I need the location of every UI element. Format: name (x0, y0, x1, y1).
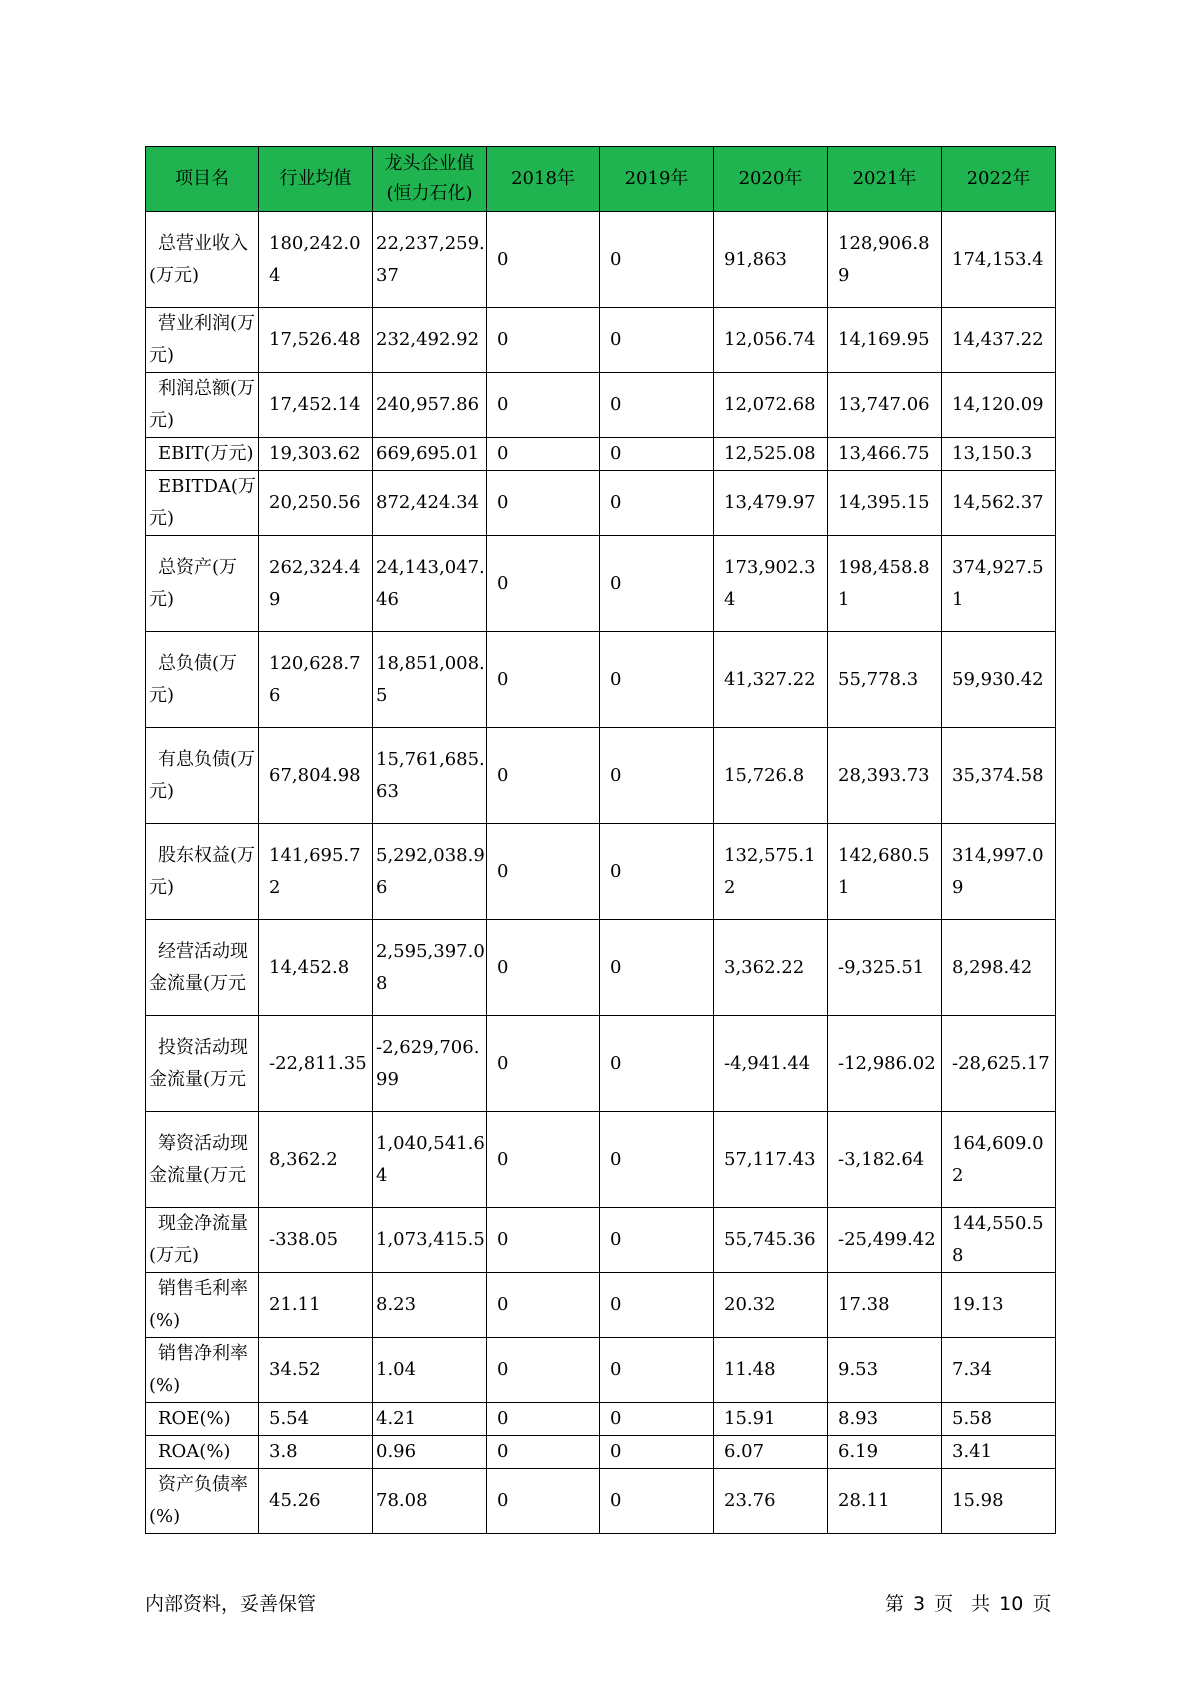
year-2020-cell: 23.76 (714, 1469, 828, 1534)
year-2021-cell: 8.93 (828, 1403, 942, 1436)
page-suffix: 页 (1032, 1593, 1052, 1615)
leader-value-cell: 232,492.92 (373, 308, 487, 373)
industry-average-cell: 3.8 (259, 1436, 373, 1469)
row-item-name: 有息负债(万元) (146, 728, 259, 824)
table-row (146, 1208, 1056, 1273)
year-2019-cell: 0 (600, 536, 714, 632)
year-2021-cell: 13,747.06 (828, 373, 942, 438)
leader-value-cell: 669,695.01 (373, 438, 487, 471)
year-2021-cell: 14,395.15 (828, 471, 942, 536)
industry-average-cell: 21.11 (259, 1273, 373, 1338)
year-2020-cell: 132,575.12 (714, 824, 828, 920)
row-item-name: 总负债(万元) (146, 632, 259, 728)
industry-average-cell: 120,628.76 (259, 632, 373, 728)
year-2022-cell: 144,550.58 (942, 1208, 1056, 1273)
year-2020-cell: 57,117.43 (714, 1112, 828, 1208)
table-row (146, 632, 1056, 728)
leader-value-cell: -2,629,706.99 (373, 1016, 487, 1112)
industry-average-cell: 34.52 (259, 1338, 373, 1403)
row-item-name: 营业利润(万元) (146, 308, 259, 373)
table-row (146, 1016, 1056, 1112)
table-row (146, 212, 1056, 308)
page-prefix: 第 (885, 1593, 905, 1615)
industry-average-cell: -22,811.35 (259, 1016, 373, 1112)
leader-value-cell: 18,851,008.5 (373, 632, 487, 728)
year-2022-cell: 314,997.09 (942, 824, 1056, 920)
industry-average-cell: 67,804.98 (259, 728, 373, 824)
year-2019-cell: 0 (600, 1469, 714, 1534)
industry-average-cell: -338.05 (259, 1208, 373, 1273)
industry-average-cell: 262,324.49 (259, 536, 373, 632)
row-item-name: 总营业收入(万元) (146, 212, 259, 308)
year-2022-cell: 8,298.42 (942, 920, 1056, 1016)
table-row (146, 536, 1056, 632)
year-2018-cell: 0 (487, 471, 600, 536)
industry-average-cell: 141,695.72 (259, 824, 373, 920)
leader-value-cell: 2,595,397.08 (373, 920, 487, 1016)
year-2021-cell: 9.53 (828, 1338, 942, 1403)
leader-value-cell: 4.21 (373, 1403, 487, 1436)
leader-value-cell: 1,040,541.64 (373, 1112, 487, 1208)
year-2021-cell: -12,986.02 (828, 1016, 942, 1112)
year-2020-cell: 12,072.68 (714, 373, 828, 438)
table-row (146, 471, 1056, 536)
table-row (146, 1469, 1056, 1534)
leader-value-cell: 15,761,685.63 (373, 728, 487, 824)
table-row (146, 824, 1056, 920)
year-2019-cell: 0 (600, 1112, 714, 1208)
row-item-name: 投资活动现金流量(万元 (146, 1016, 259, 1112)
leader-value-cell: 872,424.34 (373, 471, 487, 536)
table-row (146, 438, 1056, 471)
year-2022-cell: 174,153.4 (942, 212, 1056, 308)
year-2020-cell: 15.91 (714, 1403, 828, 1436)
table-header-row (146, 147, 1056, 212)
year-2018-cell: 0 (487, 308, 600, 373)
year-2018-cell: 0 (487, 1208, 600, 1273)
page-number (885, 1589, 1051, 1616)
year-2019-cell: 0 (600, 1016, 714, 1112)
year-2020-cell: 15,726.8 (714, 728, 828, 824)
header-2022: 2022年 (942, 147, 1056, 212)
header-2019: 2019年 (600, 147, 714, 212)
industry-average-cell: 45.26 (259, 1469, 373, 1534)
year-2020-cell: 20.32 (714, 1273, 828, 1338)
table-row (146, 1338, 1056, 1403)
confidentiality-note: 内部资料，妥善保管 (145, 1593, 317, 1615)
year-2021-cell: 28.11 (828, 1469, 942, 1534)
row-item-name: 经营活动现金流量(万元 (146, 920, 259, 1016)
row-item-name: 筹资活动现金流量(万元 (146, 1112, 259, 1208)
year-2019-cell: 0 (600, 308, 714, 373)
year-2019-cell: 0 (600, 632, 714, 728)
page-current: 3 (913, 1593, 926, 1615)
table-row (146, 728, 1056, 824)
industry-average-cell: 5.54 (259, 1403, 373, 1436)
row-item-name: ROA(%) (146, 1436, 259, 1469)
header-2018: 2018年 (487, 147, 600, 212)
year-2018-cell: 0 (487, 1273, 600, 1338)
leader-value-cell: 24,143,047.46 (373, 536, 487, 632)
year-2018-cell: 0 (487, 438, 600, 471)
year-2020-cell: 173,902.34 (714, 536, 828, 632)
financial-data-table (145, 146, 1056, 1534)
row-item-name: 利润总额(万元) (146, 373, 259, 438)
year-2018-cell: 0 (487, 1338, 600, 1403)
industry-average-cell: 20,250.56 (259, 471, 373, 536)
year-2021-cell: 55,778.3 (828, 632, 942, 728)
row-item-name: EBIT(万元) (146, 438, 259, 471)
year-2019-cell: 0 (600, 1208, 714, 1273)
leader-value-cell: 78.08 (373, 1469, 487, 1534)
year-2020-cell: 55,745.36 (714, 1208, 828, 1273)
year-2020-cell: 41,327.22 (714, 632, 828, 728)
header-item-name: 项目名 (146, 147, 259, 212)
row-item-name: 销售净利率(%) (146, 1338, 259, 1403)
row-item-name: ROE(%) (146, 1403, 259, 1436)
year-2019-cell: 0 (600, 728, 714, 824)
year-2020-cell: 12,056.74 (714, 308, 828, 373)
table-row (146, 1273, 1056, 1338)
year-2021-cell: -9,325.51 (828, 920, 942, 1016)
year-2021-cell: 17.38 (828, 1273, 942, 1338)
leader-value-cell: 22,237,259.37 (373, 212, 487, 308)
year-2018-cell: 0 (487, 212, 600, 308)
year-2019-cell: 0 (600, 438, 714, 471)
year-2018-cell: 0 (487, 1469, 600, 1534)
header-industry-average: 行业均值 (259, 147, 373, 212)
year-2018-cell: 0 (487, 920, 600, 1016)
page-total-prefix: 共 (971, 1593, 991, 1615)
year-2021-cell: -25,499.42 (828, 1208, 942, 1273)
year-2021-cell: 198,458.81 (828, 536, 942, 632)
table-row (146, 1403, 1056, 1436)
year-2020-cell: 13,479.97 (714, 471, 828, 536)
year-2022-cell: 14,120.09 (942, 373, 1056, 438)
industry-average-cell: 14,452.8 (259, 920, 373, 1016)
industry-average-cell: 17,452.14 (259, 373, 373, 438)
year-2018-cell: 0 (487, 824, 600, 920)
table-body (146, 212, 1056, 1534)
year-2018-cell: 0 (487, 1016, 600, 1112)
table-row (146, 1436, 1056, 1469)
year-2018-cell: 0 (487, 1436, 600, 1469)
year-2020-cell: 91,863 (714, 212, 828, 308)
year-2021-cell: -3,182.64 (828, 1112, 942, 1208)
year-2019-cell: 0 (600, 1338, 714, 1403)
year-2021-cell: 142,680.51 (828, 824, 942, 920)
header-2020: 2020年 (714, 147, 828, 212)
year-2019-cell: 0 (600, 212, 714, 308)
industry-average-cell: 17,526.48 (259, 308, 373, 373)
year-2018-cell: 0 (487, 536, 600, 632)
header-leader-line1: 龙头企业值 (384, 153, 475, 174)
row-item-name: 总资产(万元) (146, 536, 259, 632)
page-total: 10 (999, 1593, 1024, 1615)
year-2019-cell: 0 (600, 1273, 714, 1338)
year-2019-cell: 0 (600, 373, 714, 438)
year-2020-cell: 6.07 (714, 1436, 828, 1469)
row-item-name: 销售毛利率(%) (146, 1273, 259, 1338)
leader-value-cell: 0.96 (373, 1436, 487, 1469)
year-2022-cell: 5.58 (942, 1403, 1056, 1436)
year-2020-cell: -4,941.44 (714, 1016, 828, 1112)
table-row (146, 1112, 1056, 1208)
row-item-name: 股东权益(万元) (146, 824, 259, 920)
header-leader-line2: (恒力石化) (386, 183, 473, 204)
year-2019-cell: 0 (600, 471, 714, 536)
header-leader-value (373, 147, 487, 212)
year-2019-cell: 0 (600, 920, 714, 1016)
year-2021-cell: 128,906.89 (828, 212, 942, 308)
page-mid: 页 (934, 1593, 954, 1615)
year-2022-cell: 7.34 (942, 1338, 1056, 1403)
year-2022-cell: 14,437.22 (942, 308, 1056, 373)
leader-value-cell: 1.04 (373, 1338, 487, 1403)
row-item-name: EBITDA(万元) (146, 471, 259, 536)
header-2021: 2021年 (828, 147, 942, 212)
table-row (146, 373, 1056, 438)
year-2022-cell: 59,930.42 (942, 632, 1056, 728)
year-2019-cell: 0 (600, 824, 714, 920)
year-2019-cell: 0 (600, 1403, 714, 1436)
year-2018-cell: 0 (487, 373, 600, 438)
year-2019-cell: 0 (600, 1436, 714, 1469)
year-2022-cell: 374,927.51 (942, 536, 1056, 632)
year-2021-cell: 13,466.75 (828, 438, 942, 471)
year-2022-cell: 19.13 (942, 1273, 1056, 1338)
leader-value-cell: 240,957.86 (373, 373, 487, 438)
year-2020-cell: 11.48 (714, 1338, 828, 1403)
year-2021-cell: 6.19 (828, 1436, 942, 1469)
table-row (146, 308, 1056, 373)
year-2020-cell: 3,362.22 (714, 920, 828, 1016)
year-2018-cell: 0 (487, 1403, 600, 1436)
year-2018-cell: 0 (487, 632, 600, 728)
year-2022-cell: 14,562.37 (942, 471, 1056, 536)
year-2022-cell: 164,609.02 (942, 1112, 1056, 1208)
row-item-name: 现金净流量(万元) (146, 1208, 259, 1273)
year-2022-cell: 3.41 (942, 1436, 1056, 1469)
year-2022-cell: 35,374.58 (942, 728, 1056, 824)
year-2022-cell: 15.98 (942, 1469, 1056, 1534)
industry-average-cell: 180,242.04 (259, 212, 373, 308)
leader-value-cell: 1,073,415.5 (373, 1208, 487, 1273)
year-2020-cell: 12,525.08 (714, 438, 828, 471)
leader-value-cell: 5,292,038.96 (373, 824, 487, 920)
year-2022-cell: -28,625.17 (942, 1016, 1056, 1112)
year-2021-cell: 28,393.73 (828, 728, 942, 824)
leader-value-cell: 8.23 (373, 1273, 487, 1338)
table-row (146, 920, 1056, 1016)
industry-average-cell: 8,362.2 (259, 1112, 373, 1208)
year-2021-cell: 14,169.95 (828, 308, 942, 373)
year-2018-cell: 0 (487, 728, 600, 824)
year-2022-cell: 13,150.3 (942, 438, 1056, 471)
row-item-name: 资产负债率(%) (146, 1469, 259, 1534)
industry-average-cell: 19,303.62 (259, 438, 373, 471)
year-2018-cell: 0 (487, 1112, 600, 1208)
